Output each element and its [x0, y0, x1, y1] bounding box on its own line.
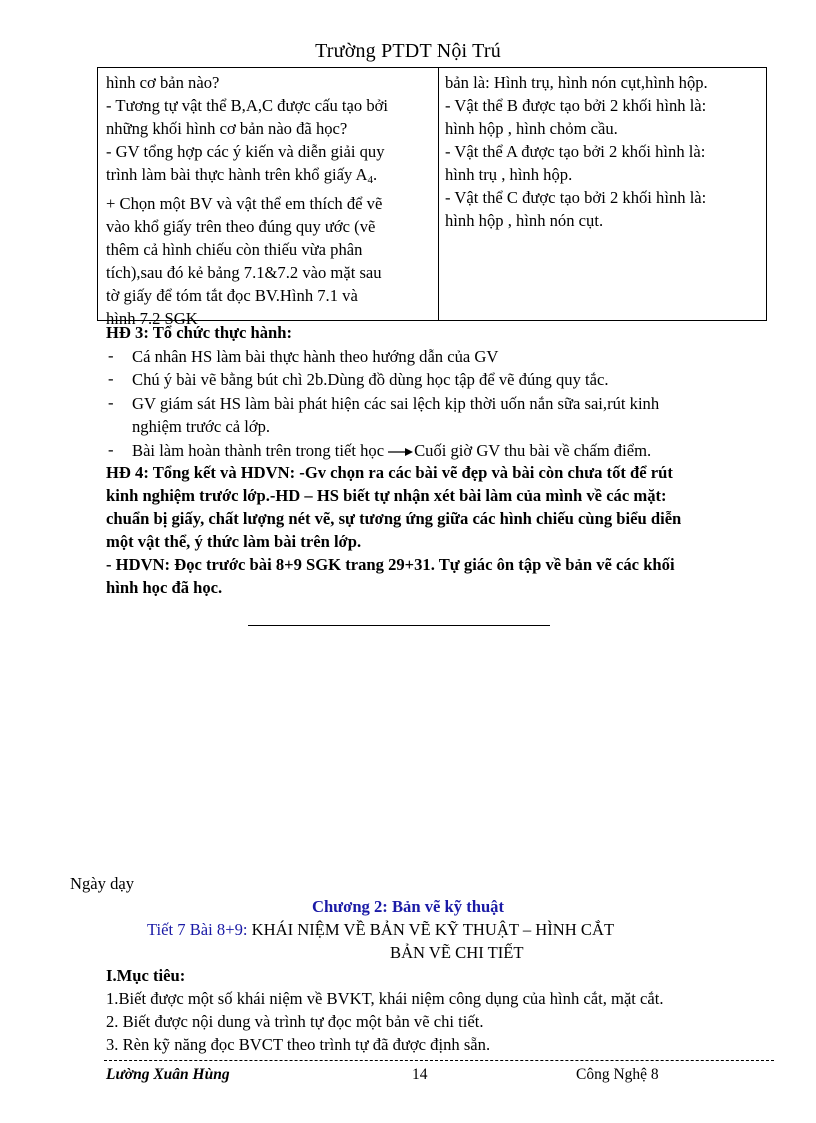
table-line: hình 7.2 SGK	[106, 309, 198, 328]
teacher-activity-cell	[106, 71, 434, 330]
footer-author: Lường Xuân Hùng	[106, 1066, 230, 1083]
arrow-right-icon	[387, 447, 413, 457]
table-line: hình cơ bản nào?	[106, 73, 220, 92]
table-line-suffix: .	[373, 165, 378, 184]
table-line: - Vật thể B được tạo bởi 2 khối hình là:	[445, 96, 707, 115]
bullet-text-part: Bài làm hoàn thành trên trong tiết học	[132, 441, 385, 460]
date-label: Ngày dạy	[70, 874, 135, 893]
lesson-title-text: KHÁI NIỆM VỀ BẢN VẼ KỸ THUẬT – HÌNH CẮT	[251, 920, 615, 939]
bullet-text: GV giám sát HS làm bài phát hiện các sai lệch kịp thời uốn nắn sữa sai,rút kinh	[132, 394, 660, 413]
activity-table	[97, 67, 767, 328]
bullet-text: Chú ý bài vẽ bằng bút chì 2b.Dùng đồ dùng học tập để vẽ đúng quy tắc.	[132, 370, 609, 389]
table-line: tờ giấy để tóm tắt đọc BV.Hình 7.1 và	[106, 286, 358, 305]
table-line: hình trụ , hình hộp.	[445, 165, 573, 184]
lesson-title	[147, 918, 614, 941]
footer-page-number: 14	[412, 1066, 428, 1083]
bullet-text-part: Cuối giờ GV thu bài về chấm điểm.	[414, 441, 652, 460]
paper-size-subscript: 4	[367, 174, 374, 186]
footer-rule	[104, 1060, 774, 1061]
table-line: - Vật thể C được tạo bởi 2 khối hình là:	[445, 188, 707, 207]
table-line: vào khổ giấy trên theo đúng quy ước (vẽ	[106, 217, 376, 236]
chapter-title: Chương 2: Bản vẽ kỹ thuật	[311, 897, 505, 916]
page-header: Trường PTDT Nội Trú	[315, 40, 501, 62]
objective-item: 2. Biết được nội dung và trình tự đọc một bản vẽ chi tiết.	[106, 1012, 484, 1031]
objective-item: 1.Biết được một số khái niệm về BVKT, khái niệm công dụng của hình cắt, mặt cắt.	[106, 989, 664, 1008]
table-line: - Tương tự vật thể B,A,C được cấu tạo bởi	[106, 96, 389, 115]
bullet-text: Cá nhân HS làm bài thực hành theo hướng dẫn của GV	[132, 347, 499, 366]
table-line: hình hộp , hình nón cụt.	[445, 211, 604, 230]
hdvn-line: - HDVN: Đọc trước bài 8+9 SGK trang 29+31. Tự giác ôn tập về bản vẽ các khối	[106, 555, 675, 574]
hd3-title: HĐ 3: Tổ chức thực hành:	[106, 323, 293, 342]
table-line-text: trình làm bài thực hành trên khổ giấy A	[106, 165, 368, 184]
bullet-text	[132, 439, 651, 462]
table-line: thêm cả hình chiếu còn thiếu vừa phân	[106, 240, 363, 259]
student-activity-cell	[445, 71, 763, 232]
objectives-title: I.Mục tiêu:	[106, 966, 186, 985]
table-line: hình hộp , hình chỏm cầu.	[445, 119, 618, 138]
table-line: tích),sau đó kẻ bảng 7.1&7.2 vào mặt sau	[106, 263, 382, 282]
lesson-subtitle: BẢN VẼ CHI TIẾT	[390, 943, 524, 962]
lesson-number: Tiết 7 Bài 8+9:	[147, 920, 252, 939]
table-line-paper-size	[106, 163, 434, 192]
section-separator	[248, 625, 550, 626]
bullet-mark: -	[108, 346, 114, 365]
table-line: - Vật thể A được tạo bởi 2 khối hình là:	[445, 142, 706, 161]
table-divider	[438, 68, 439, 320]
table-line: + Chọn một BV và vật thể em thích để vẽ	[106, 194, 383, 213]
bullet-text: nghiệm trước cả lớp.	[132, 417, 271, 436]
hd4-line: HĐ 4: Tổng kết và HDVN: -Gv chọn ra các bài vẽ đẹp và bài còn chưa tốt để rút	[106, 463, 673, 482]
table-line: bản là: Hình trụ, hình nón cụt,hình hộp.	[445, 73, 708, 92]
hd4-line: một vật thể, ý thức làm bài trên lớp.	[106, 532, 362, 551]
bullet-mark: -	[108, 393, 114, 412]
bullet-mark: -	[108, 440, 114, 459]
hd4-line: chuẩn bị giấy, chất lượng nét vẽ, sự tương ứng giữa các hình chiếu cùng biểu diễn	[106, 509, 682, 528]
bullet-mark: -	[108, 369, 114, 388]
hdvn-line: hình học đã học.	[106, 578, 223, 597]
table-line: - GV tổng hợp các ý kiến và diễn giải quy	[106, 142, 385, 161]
objective-item: 3. Rèn kỹ năng đọc BVCT theo trình tự đã được định sẵn.	[106, 1035, 491, 1054]
table-line: những khối hình cơ bản nào đã học?	[106, 119, 348, 138]
footer-subject: Công Nghệ 8	[576, 1066, 659, 1083]
hd4-line: kinh nghiệm trước lớp.-HD – HS biết tự nhận xét bài làm của mình về các mặt:	[106, 486, 667, 505]
